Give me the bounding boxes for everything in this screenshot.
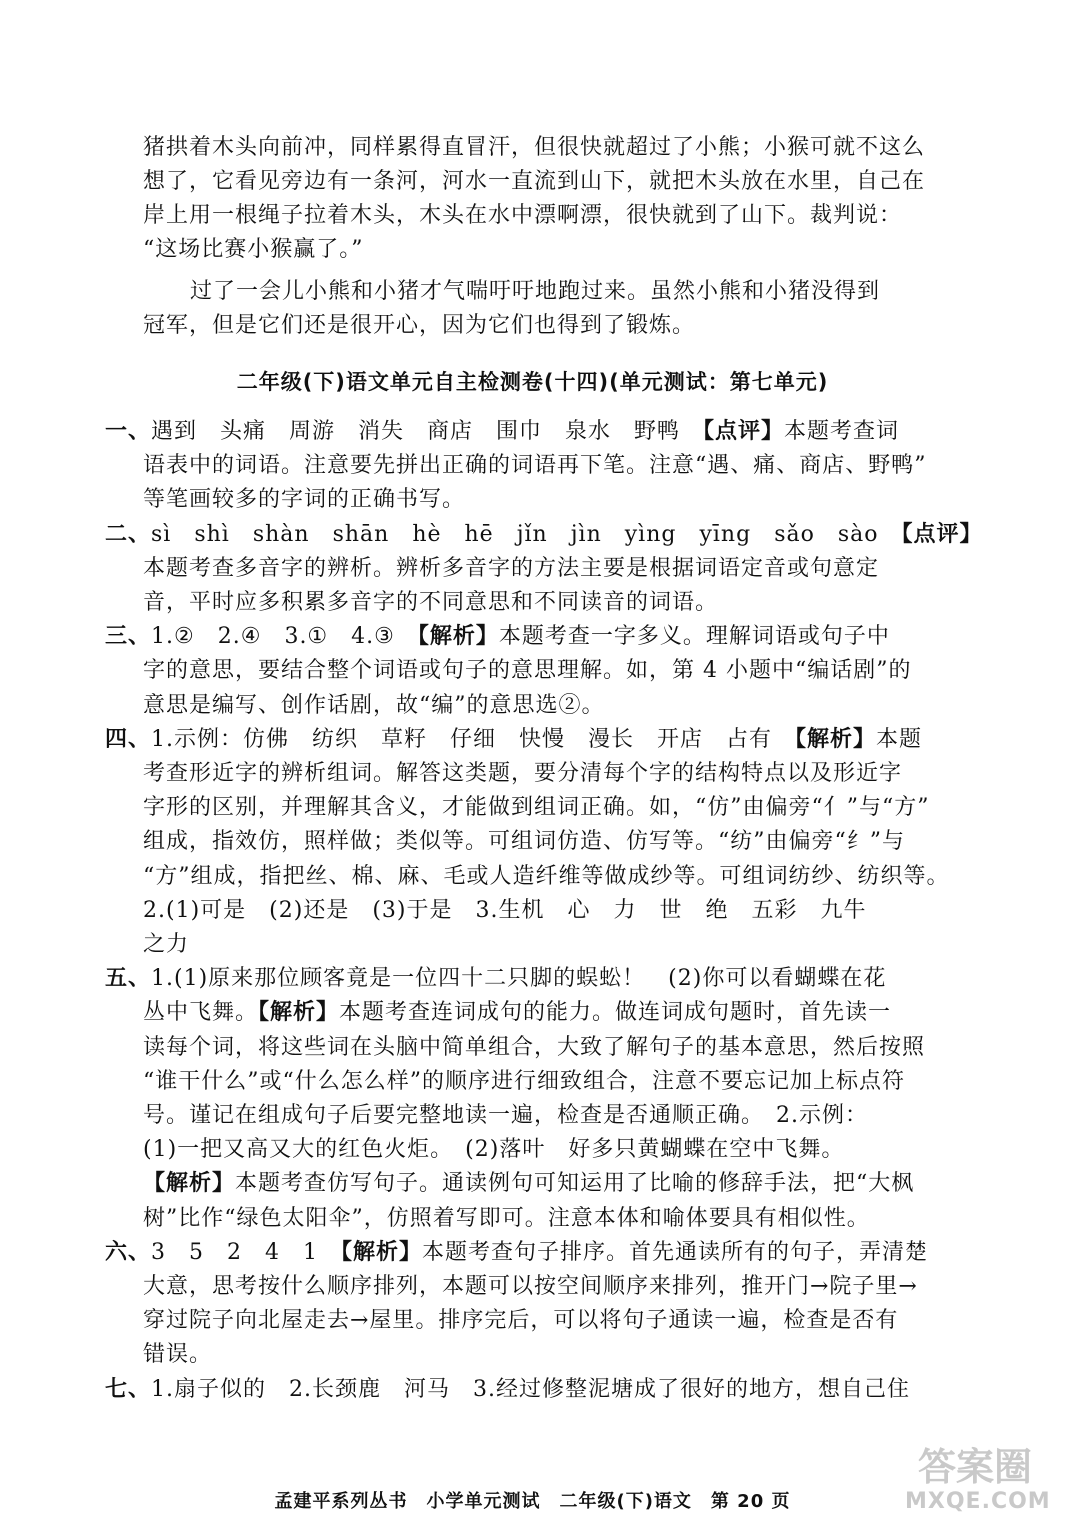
answer-text: 1.示例：仿佛 纺织 草籽 仔细 快慢 漫长 开店 占有 <box>151 727 796 752</box>
answer-line <box>143 452 1065 480</box>
answer-text: 等笔画较多的字词的正确书写。 <box>143 487 466 512</box>
answer-text: 1.② 2.④ 3.① 4.③ <box>151 624 418 649</box>
answer-line <box>143 1341 1065 1369</box>
answer-line <box>105 418 1065 446</box>
analysis-tag: 【点评】 <box>901 522 983 547</box>
answer-line <box>143 1034 1065 1062</box>
answer-text: 字的意思，要结合整个词语或句子的意思理解。如，第 4 小题中“编话剧”的 <box>143 658 912 683</box>
answer-line <box>143 692 1065 720</box>
story-line: 想了，它看见旁边有一条河，河水一直流到山下，就把木头放在水里，自己在 <box>143 169 926 194</box>
answer-line <box>143 828 1065 856</box>
page-footer: 孟建平系列丛书 小学单元测试 二年级(下)语文 第 20 页 <box>274 1491 791 1512</box>
analysis-tag: 【解析】 <box>417 624 499 649</box>
question-number: 三、 <box>105 624 152 649</box>
answer-line <box>143 760 1065 788</box>
answer-text: 音，平时应多积累多音字的不同意思和不同读音的词语。 <box>143 590 719 615</box>
answer-text: 错误。 <box>143 1342 213 1367</box>
answer-line <box>143 1136 1065 1164</box>
watermark-logo <box>905 1445 1051 1525</box>
story-line: 过了一会儿小熊和小猪才气喘吁吁地跑过来。虽然小熊和小猪没得到 <box>190 279 881 304</box>
answer-text: 语表中的词语。注意要先拼出正确的词语再下笔。注意“遇、痛、商店、野鸭” <box>143 453 927 478</box>
answer-line <box>143 931 1065 959</box>
answer-text-rest: 本题考查词 <box>784 419 900 444</box>
answer-text: 组成，指效仿，照样做；类似等。可组词仿造、仿写等。“纺”由偏旁“纟”与 <box>143 829 905 854</box>
answer-text: 1.扇子似的 2.长颈鹿 河马 3.经过修整泥塘成了很好的地方，想自己住 <box>151 1377 910 1402</box>
answer-text: (1)一把又高又大的红色火炬。 (2)落叶 好多只黄蝴蝶在空中飞舞。 <box>143 1137 845 1162</box>
answer-line <box>143 999 1065 1027</box>
answer-text: 读每个词，将这些词在头脑中简单组合，大致了解句子的基本意思，然后按照 <box>143 1035 926 1060</box>
question-number: 六、 <box>105 1240 152 1265</box>
answer-text: 穿过院子向北屋走去→屋里。排序完后，可以将句子通读一遍，检查是否有 <box>143 1308 899 1333</box>
answer-text: 2.(1)可是 (2)还是 (3)于是 3.生机 心 力 世 绝 五彩 九牛 <box>143 898 867 923</box>
answer-line <box>143 863 1065 891</box>
analysis-tag: 【解析】 <box>795 727 877 752</box>
story-line: “这场比赛小猴赢了。” <box>143 237 364 262</box>
question-number: 二、 <box>105 522 152 547</box>
answer-text: 之力 <box>143 932 190 957</box>
answer-text: 树”比作“绿色太阳伞”，仿照着写即可。注意本体和喻体要具有相似性。 <box>143 1206 870 1231</box>
answer-line <box>143 897 1065 925</box>
answer-line <box>105 1239 1065 1267</box>
question-number: 五、 <box>105 966 152 991</box>
question-number: 一、 <box>105 419 152 444</box>
story-line: 猪拱着木头向前冲，同样累得直冒汗，但很快就超过了小熊；小猴可就不这么 <box>143 135 926 160</box>
question-number: 七、 <box>105 1377 152 1402</box>
answer-line <box>105 521 1065 549</box>
answer-line <box>143 1068 1065 1096</box>
answer-line <box>105 1376 1065 1404</box>
answer-line <box>143 1102 1065 1130</box>
answer-text: 字形的区别，并理解其含义，才能做到组词正确。如，“仿”由偏旁“亻”与“方” <box>143 795 930 820</box>
analysis-tag: 【解析】 <box>341 1240 423 1265</box>
answer-text: 1.(1)原来那位顾客竟是一位四十二只脚的蜈蚣！ (2)你可以看蝴蝶在花 <box>151 966 887 991</box>
answer-text: “方”组成，指把丝、棉、麻、毛或人造纤维等做成纱等。可组词纺纱、纺织等。 <box>143 864 950 889</box>
answer-line <box>143 589 1065 617</box>
watermark-url: MXQE.COM <box>905 1489 1051 1514</box>
answer-text: 考查形近字的辨析组词。解答这类题，要分清每个字的结构特点以及形近字 <box>143 761 903 786</box>
answer-text: 本题考查多音字的辨析。辨析多音字的方法主要是根据词语定音或句意定 <box>143 556 880 581</box>
answer-text-rest: 本题考查仿写句子。通读例句可知运用了比喻的修辞手法，把“大枫 <box>235 1171 915 1196</box>
answer-text: 号。谨记在组成句子后要完整地读一遍，检查是否通顺正确。 2.示例： <box>143 1103 868 1128</box>
answer-text: 遇到 头痛 周游 消失 商店 围巾 泉水 野鸭 <box>151 419 704 444</box>
answer-line <box>105 726 1065 754</box>
analysis-tag: 【点评】 <box>703 419 785 444</box>
answer-text: 大意，思考按什么顺序排列，本题可以按空间顺序来排列，推开门→院子里→ <box>143 1274 918 1299</box>
answer-text-rest: 本题考查一字多义。理解词语或句子中 <box>498 624 890 649</box>
answer-line <box>143 555 1065 583</box>
analysis-tag: 【解析】 <box>143 1171 236 1196</box>
answer-text: sì shì shàn shān hè hē jǐn jìn yìng yīng sǎo sào <box>151 522 902 547</box>
question-number: 四、 <box>105 727 152 752</box>
answer-line <box>143 657 1065 685</box>
answer-text-rest: 本题考查连词成句的能力。做连词成句题时，首先读一 <box>339 1000 892 1025</box>
answer-text: “谁干什么”或“什么怎么样”的顺序进行细致组合，注意不要忘记加上标点符 <box>143 1069 905 1094</box>
answer-line <box>143 1273 1065 1301</box>
answer-line <box>143 486 1065 514</box>
watermark-text: 答案圈 <box>917 1445 1032 1489</box>
section-title: 二年级(下)语文单元自主检测卷(十四)(单元测试：第七单元) <box>236 370 829 394</box>
answer-line <box>105 965 1065 993</box>
analysis-tag: 【解析】 <box>258 1000 340 1025</box>
story-line: 岸上用一根绳子拉着木头，木头在水中漂啊漂，很快就到了山下。裁判说： <box>143 203 903 228</box>
answer-line <box>143 794 1065 822</box>
answer-text: 意思是编写、创作话剧，故“编”的意思选②。 <box>143 693 605 718</box>
answer-text: 3 5 2 4 1 <box>151 1240 342 1265</box>
answer-line <box>143 1170 1065 1198</box>
answer-line <box>143 1205 1065 1233</box>
answer-line <box>105 623 1065 651</box>
answer-text-rest: 本题 <box>876 727 923 752</box>
answer-text: 丛中飞舞。 <box>143 1000 259 1025</box>
answer-text-rest: 本题考查句子排序。首先通读所有的句子，弄清楚 <box>422 1240 929 1265</box>
answer-line <box>143 1307 1065 1335</box>
story-line: 冠军，但是它们还是很开心，因为它们也得到了锻炼。 <box>143 313 696 338</box>
